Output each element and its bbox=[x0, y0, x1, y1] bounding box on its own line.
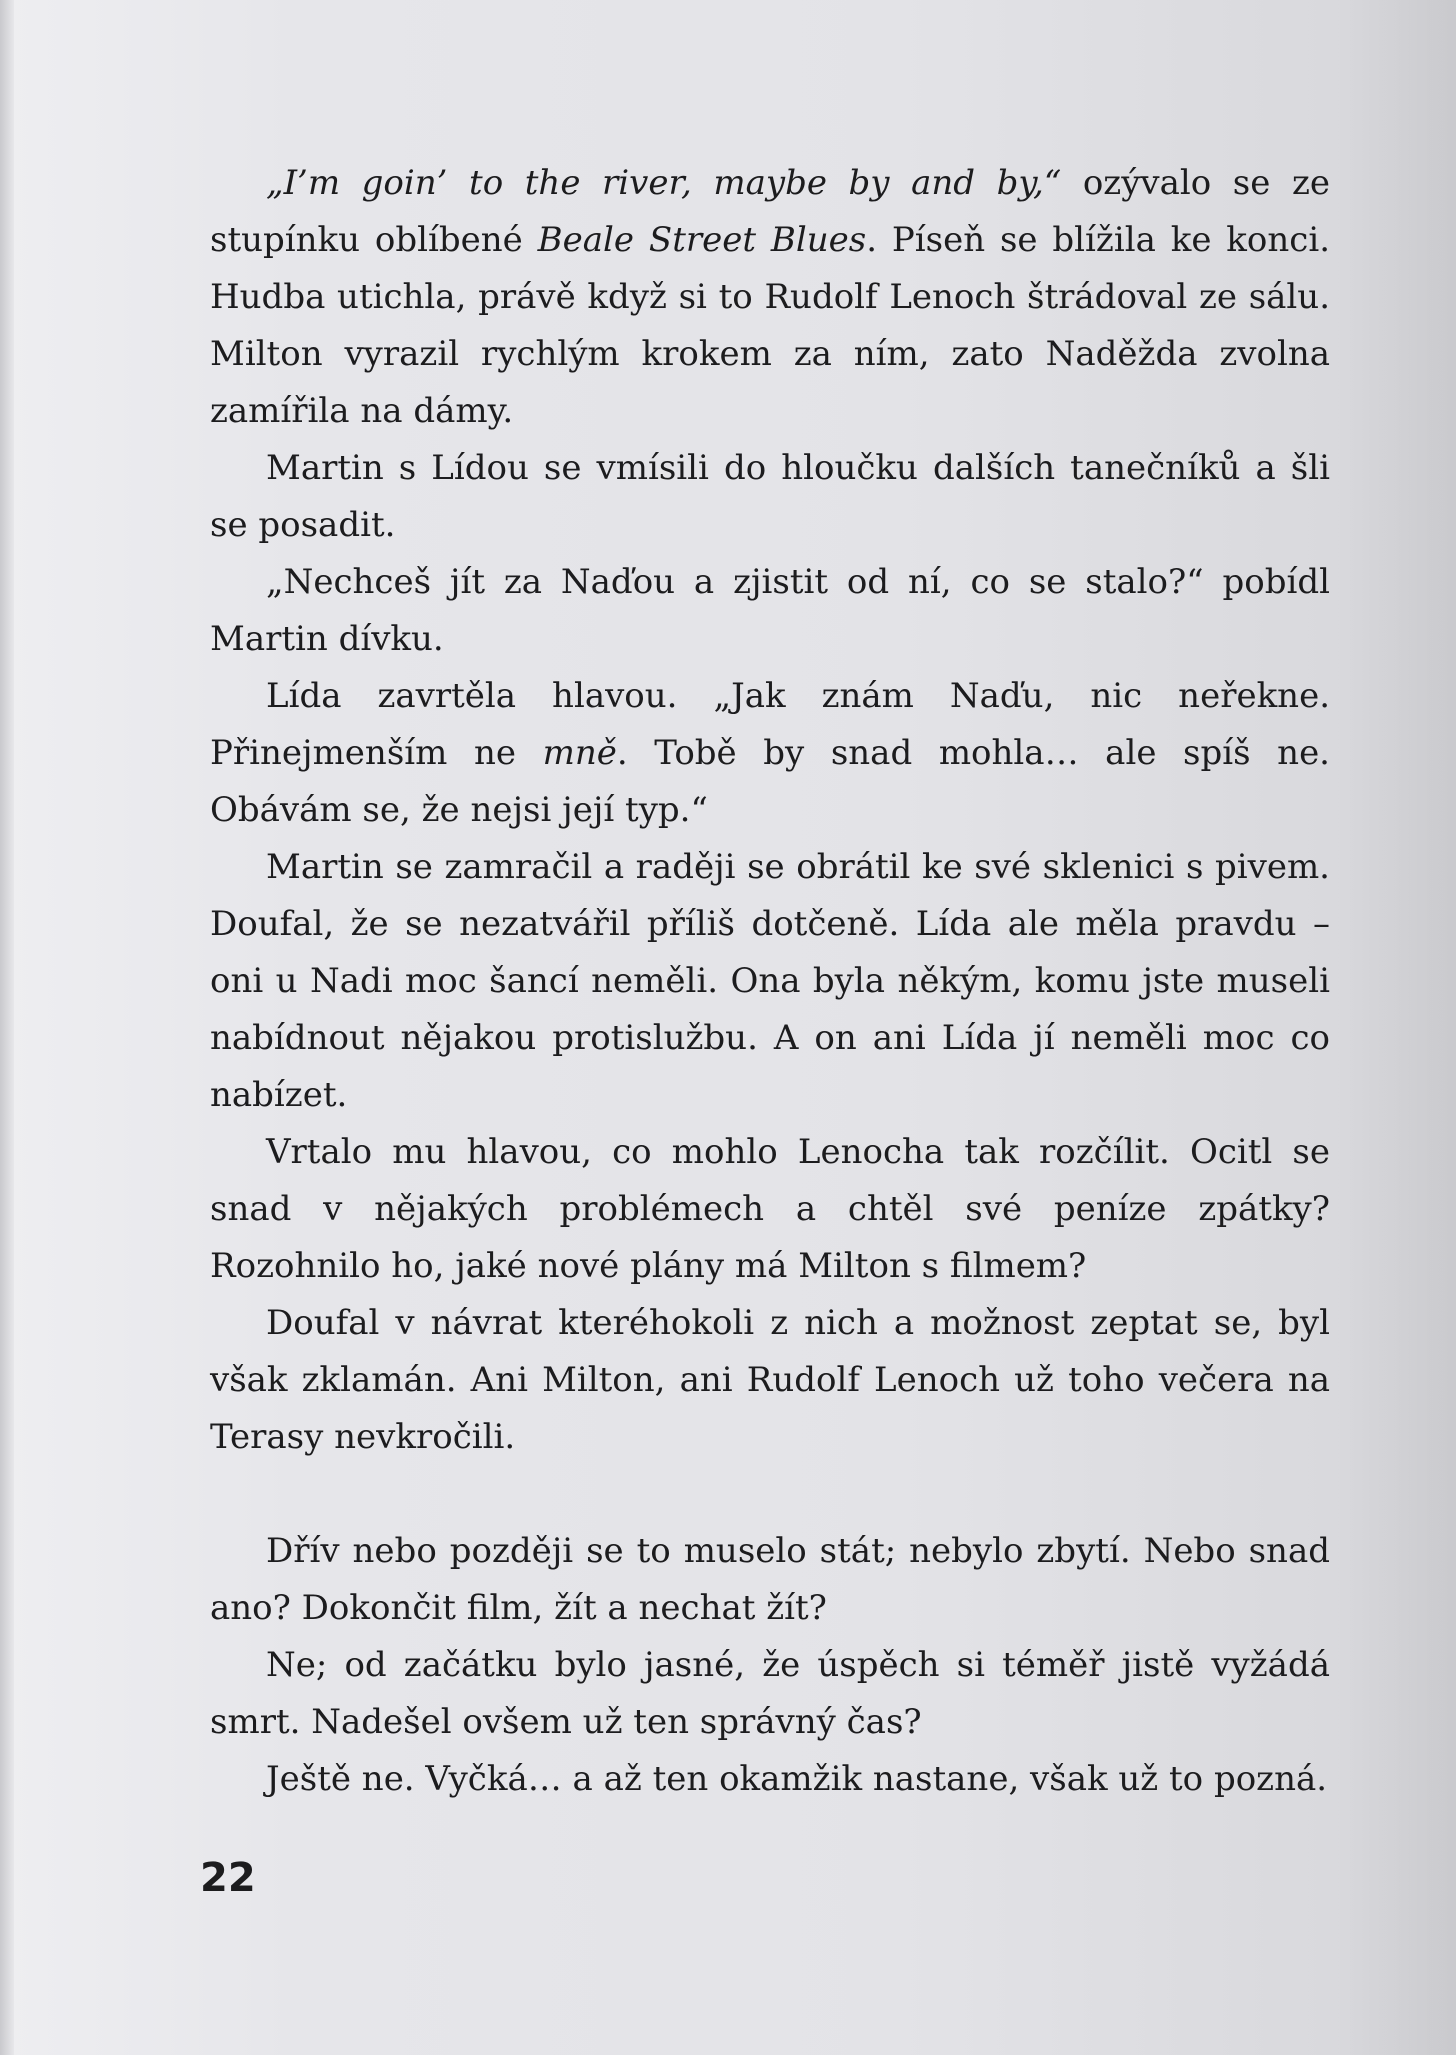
text-segment: „Nechceš jít za Naďou a zjistit od ní, co se stalo?“ pobídl Martin dívku. bbox=[210, 562, 1330, 659]
body-text bbox=[210, 155, 1330, 1808]
paragraph bbox=[210, 155, 1330, 440]
paragraph bbox=[210, 554, 1330, 668]
text-segment: Vrtalo mu hlavou, co mohlo Lenocha tak rozčílit. Ocitl se snad v nějakých problémech a chtěl své peníze zpátky? Rozohnilo ho, jaké nové plány má Milton s filmem? bbox=[210, 1132, 1330, 1286]
text-segment: Martin se zamračil a raději se obrátil ke své sklenici s pivem. Doufal, že se nezatvářil příliš dotčeně. Lída ale měla pravdu – oni u Nadi moc šancí neměli. Ona byla někým, komu jste museli nabídnout nějakou protislužbu. A on ani Lída jí neměli moc co nabízet. bbox=[210, 847, 1330, 1115]
text-segment: Lída zavrtěla hlavou. „Jak znám Naďu, nic neřekne. Přinejmenším ne bbox=[210, 676, 1330, 773]
text-segment: Ne; od začátku bylo jasné, že úspěch si téměř jistě vyžádá smrt. Nadešel ovšem už ten správný čas? bbox=[210, 1645, 1330, 1742]
paragraph bbox=[210, 668, 1330, 839]
text-segment: Dřív nebo později se to muselo stát; nebylo zbytí. Nebo snad ano? Dokončit film, žít a nechat žít? bbox=[210, 1531, 1330, 1628]
emphasis-text: mně bbox=[542, 733, 617, 773]
text-segment: Martin s Lídou se vmísili do hloučku dalších tanečníků a šli se posadit. bbox=[210, 448, 1330, 545]
paragraph bbox=[210, 1523, 1330, 1637]
paragraph bbox=[210, 1637, 1330, 1751]
text-segment: Doufal v návrat kteréhokoli z nich a možnost zeptat se, byl však zklamán. Ani Milton, ani Rudolf Lenoch už toho večera na Terasy nevkročili. bbox=[210, 1303, 1330, 1457]
text-segment: Ještě ne. Vyčká… a až ten okamžik nastane, však už to pozná. bbox=[266, 1759, 1328, 1799]
paragraph bbox=[210, 839, 1330, 1124]
paragraph bbox=[210, 1124, 1330, 1295]
page-number: 22 bbox=[200, 1855, 256, 1901]
text-segment: . Píseň se blížila ke konci. Hudba utichla, právě když si to Rudolf Lenoch štrádoval ze sálu. Milton vyrazil rychlým krokem za ním, zato Naděžda zvolna zamířila na dámy. bbox=[210, 220, 1330, 431]
paragraph bbox=[210, 1751, 1330, 1808]
text-segment: . Tobě by snad mohla… ale spíš ne. Obávám se, že nejsi její typ.“ bbox=[210, 733, 1330, 830]
song-lyric-quote: „I’m goin’ to the river, maybe by and by,“ bbox=[266, 163, 1062, 203]
paragraph bbox=[210, 1295, 1330, 1466]
song-title: Beale Street Blues bbox=[537, 220, 867, 260]
page-right-shadow bbox=[1336, 0, 1456, 2055]
paragraph bbox=[210, 440, 1330, 554]
page-left-edge bbox=[0, 0, 14, 2055]
text-segment: ozývalo se ze stupínku oblíbené bbox=[210, 163, 1330, 260]
